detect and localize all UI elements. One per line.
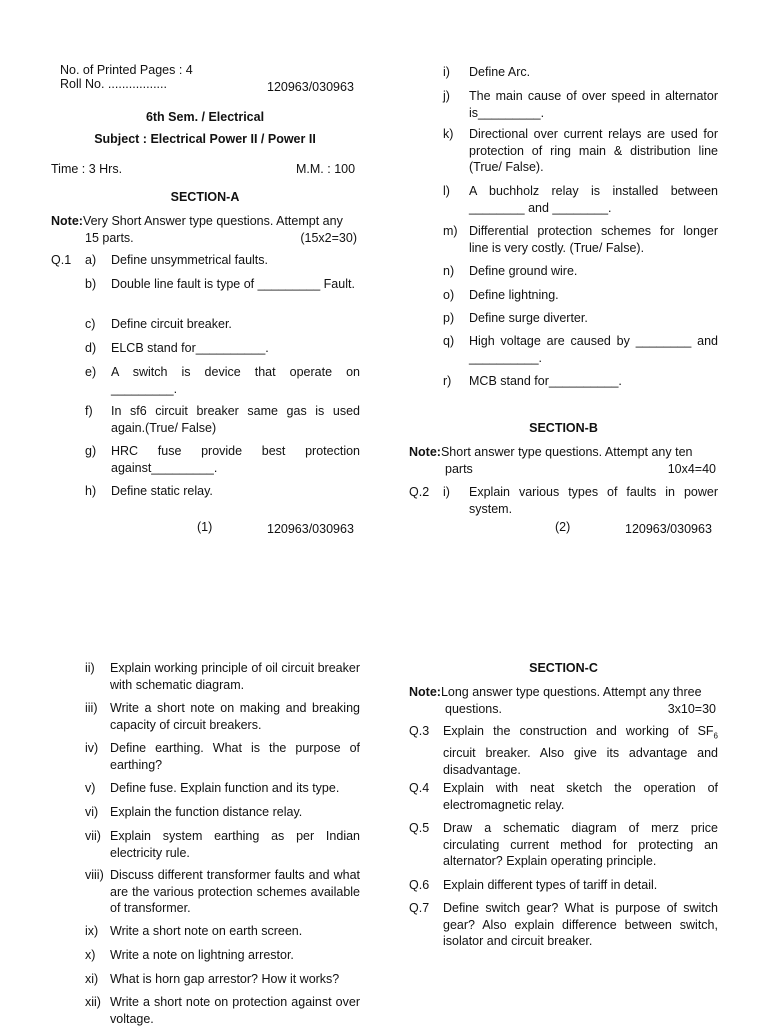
q2-item: iv) Define earthing. What is the purpose of earthing? <box>85 741 360 772</box>
q1-item: m) Differential protection schemes for longer line is very costly. (True/ False). <box>443 224 718 255</box>
note-marks: (15x2=30) <box>300 230 357 245</box>
note-line2: 15 parts. <box>85 230 134 245</box>
footer-code: 120963/030963 <box>267 522 354 536</box>
q3: Q.3 Explain the construction and working of $SF_6$ circuit breaker. Also give its advantage and disadvantage. <box>409 724 718 777</box>
q4: Q.4 Explain with neat sketch the operation of electromagnetic relay. <box>409 781 718 812</box>
q2-item: viii) Discuss different transformer faults and what are the various protection schemes available of transformer. <box>85 868 360 915</box>
q2-item: ii) Explain working principle of oil circuit breaker with schematic diagram. <box>85 661 360 692</box>
section-b-note: Note:Short answer type questions. Attempt any ten parts 10x4=40 <box>409 445 716 476</box>
q1-item: n) Define ground wire. <box>443 264 578 278</box>
section-c-note: Note:Long answer type questions. Attempt any three questions. 3x10=30 <box>409 685 716 716</box>
note-text: Very Short Answer type questions. Attempt any <box>82 214 343 228</box>
section-b-title: SECTION-B <box>529 421 598 435</box>
q2-item: iii) Write a short note on making and breaking capacity of circuit breakers. <box>85 701 360 732</box>
q1-item: g) HRC fuse provide best protection against_________. <box>85 444 360 475</box>
q2-item: vii) Explain system earthing as per Indian electricity rule. <box>85 829 360 860</box>
q2-number: Q.2 <box>409 485 430 499</box>
q1-item: p) Define surge diverter. <box>443 311 588 325</box>
q2-item: v) Define fuse. Explain function and its type. <box>85 781 340 795</box>
section-c-title: SECTION-C <box>529 661 598 675</box>
q2-item: x) Write a note on lightning arrestor. <box>85 948 294 962</box>
note-label: Note: <box>51 214 83 228</box>
roll-no: Roll No. ................. <box>60 77 167 91</box>
page-number: (2) <box>555 520 571 534</box>
page-number: (1) <box>197 520 213 534</box>
q1-number: Q.1 <box>51 253 72 267</box>
footer-code: 120963/030963 <box>625 522 712 536</box>
q1-item: r) MCB stand for__________. <box>443 374 622 388</box>
q7: Q.7 Define switch gear? What is purpose of switch gear? Also explain difference between switch, isolator and circuit breaker. <box>409 901 718 948</box>
q1-item: o) Define lightning. <box>443 288 559 302</box>
q1-item: d) ELCB stand for__________. <box>85 341 269 355</box>
q2-item: i) Explain various types of faults in power system. <box>443 485 718 516</box>
paper-code: 120963/030963 <box>267 80 354 94</box>
q2-item: vi) Explain the function distance relay. <box>85 805 303 819</box>
semester: 6th Sem. / Electrical <box>145 110 265 124</box>
q2-item: ix) Write a short note on earth screen. <box>85 924 303 938</box>
q1-item: f) In sf6 circuit breaker same gas is used again.(True/ False) <box>85 404 360 435</box>
q1-item: e) A switch is device that operate on _________. <box>85 365 360 396</box>
q1-item: b) Double line fault is type of _________ Fault. <box>85 277 355 291</box>
q1-item: k) Directional over current relays are used for protection of ring main & distribution line (True/ False). <box>443 127 718 174</box>
q2-item: xi) What is horn gap arrestor? How it works? <box>85 972 340 986</box>
q1-item: i) Define Arc. <box>443 65 531 79</box>
q1-item: j) The main cause of over speed in alternator is_________. <box>443 89 718 120</box>
q1-item: l) A buchholz relay is installed between ________ and ________. <box>443 184 718 215</box>
section-a-title: SECTION-A <box>170 190 240 204</box>
time: Time : 3 Hrs. <box>51 162 123 176</box>
q5: Q.5 Draw a schematic diagram of merz price circulating current method for protecting an alternator? Explain operating principle. <box>409 821 718 868</box>
q1-item: c) Define circuit breaker. <box>85 317 232 331</box>
max-marks: M.M. : 100 <box>296 162 356 176</box>
printed-pages: No. of Printed Pages : 4 <box>60 63 193 77</box>
section-a-note <box>51 213 361 246</box>
q2-item: xii) Write a short note on protection against over voltage. <box>85 995 360 1026</box>
q6: Q.6 Explain different types of tariff in detail. <box>409 878 658 892</box>
q1-item: q) High voltage are caused by ________ and __________. <box>443 334 718 365</box>
subject: Subject : Electrical Power II / Power II <box>94 132 316 146</box>
q1-item: a) Define unsymmetrical faults. <box>85 253 269 267</box>
q1-item: h) Define static relay. <box>85 484 213 498</box>
